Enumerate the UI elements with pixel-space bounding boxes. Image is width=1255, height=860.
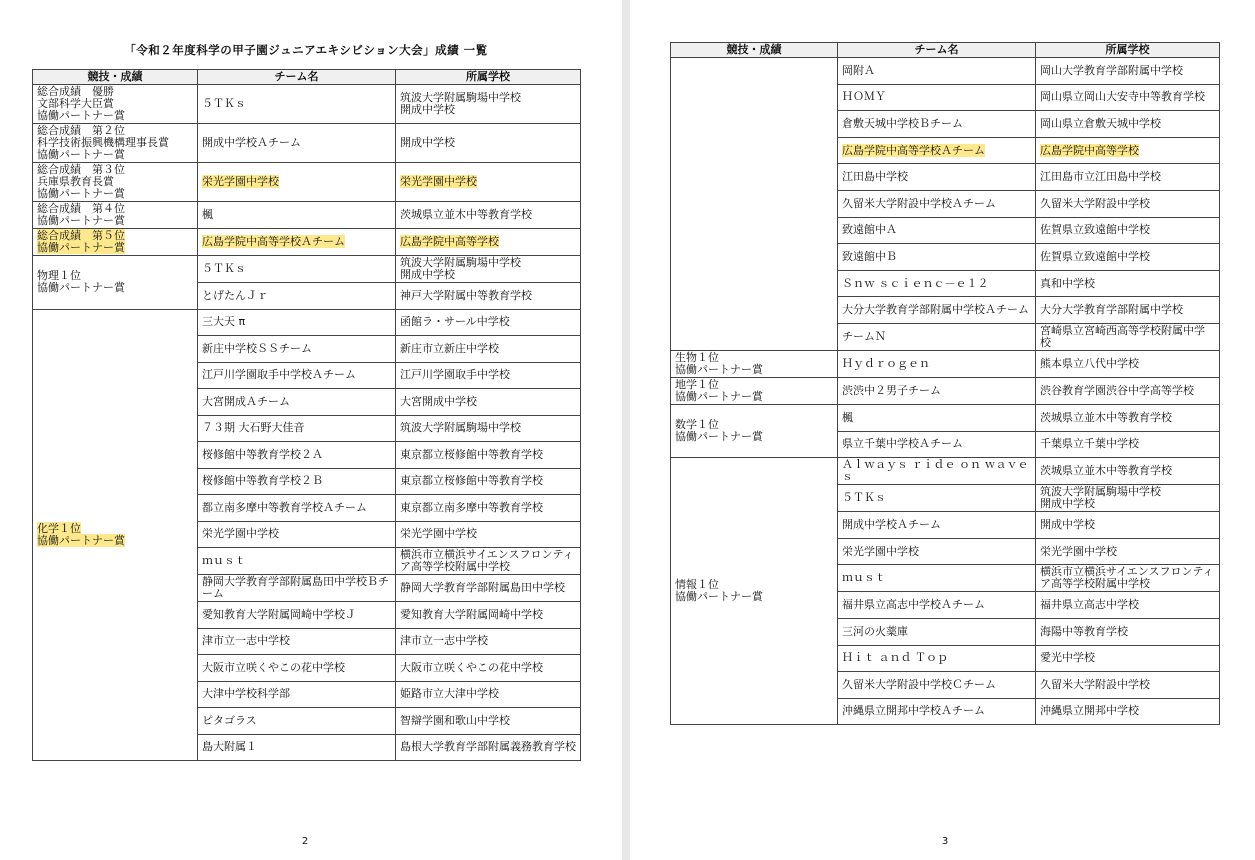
team-name: 沖縄県立開邦中学校Ａチーム xyxy=(842,704,985,718)
team-name: 福井県立高志中学校Ａチーム xyxy=(842,598,985,612)
school-cell xyxy=(1036,645,1220,672)
school-cell xyxy=(396,124,581,163)
team-cell xyxy=(838,538,1036,565)
results-table xyxy=(670,42,1220,725)
team-cell xyxy=(198,336,396,363)
school-cell xyxy=(396,362,581,389)
team-cell xyxy=(838,698,1036,725)
award-label: 総合成績 優勝 文部科学大臣賞 協働パートナー賞 xyxy=(37,85,125,122)
award-label: 数学１位 協働パートナー賞 xyxy=(675,418,763,444)
school-cell xyxy=(396,229,581,256)
school-name: 栄光学園中学校 xyxy=(400,175,477,188)
school-name: 海陽中等教育学校 xyxy=(1040,624,1128,638)
team-cell xyxy=(198,309,396,336)
team-name: 愛知教育大学附属岡崎中学校Ｊ xyxy=(202,607,356,621)
table-row xyxy=(671,404,1220,431)
school-name: 茨城県立並木中等教育学校 xyxy=(1040,410,1172,424)
school-name: 江戸川学園取手中学校 xyxy=(400,368,510,382)
school-name: 姫路市立大津中学校 xyxy=(400,687,499,701)
school-cell xyxy=(1036,297,1220,324)
team-cell xyxy=(838,645,1036,672)
page-number: 3 xyxy=(941,836,949,847)
header-award: 競技・成績 xyxy=(671,43,838,58)
school-cell xyxy=(1036,404,1220,431)
school-name: 久留米大学附設中学校 xyxy=(1040,196,1150,210)
team-name: 致遠館中Ａ xyxy=(842,223,897,237)
award-cell xyxy=(33,229,198,256)
team-cell xyxy=(838,217,1036,244)
table-header-row xyxy=(671,43,1220,58)
team-name: 三河の火薬庫 xyxy=(842,624,908,638)
school-cell xyxy=(396,415,581,442)
team-cell xyxy=(198,415,396,442)
team-name: 致遠館中Ｂ xyxy=(842,249,897,263)
school-name: 筑波大学附属駒場中学校 開成中学校 xyxy=(1040,485,1161,511)
team-name: 県立千葉中学校Ａチーム xyxy=(842,437,963,451)
team-name: 栄光学園中学校 xyxy=(202,527,279,541)
school-name: 愛知教育大学附属岡崎中学校 xyxy=(400,607,543,621)
school-cell xyxy=(1036,244,1220,271)
award-cell xyxy=(671,58,838,351)
team-cell xyxy=(838,111,1036,138)
award-label: 情報１位 協働パートナー賞 xyxy=(675,578,763,604)
award-cell xyxy=(33,256,198,310)
school-name: 岡山大学教育学部附属中学校 xyxy=(1040,63,1183,77)
team-cell xyxy=(198,229,396,256)
team-name: ５ＴＫｓ xyxy=(842,491,886,505)
school-name: 茨城県立並木中等教育学校 xyxy=(1040,464,1172,478)
school-name: 東京都立桜修館中等教育学校 xyxy=(400,474,543,488)
school-cell xyxy=(396,256,581,283)
table-row xyxy=(33,202,581,229)
school-name: 広島学院中高等学校 xyxy=(1040,143,1139,157)
school-name: 東京都立南多摩中等教育学校 xyxy=(400,500,543,514)
team-name: 静岡大学教育学部附属島田中学校Ｂチーム xyxy=(202,575,389,600)
team-name: ５ＴＫｓ xyxy=(202,262,246,275)
school-name: 宮崎県立宮崎西高等学校附属中学校 xyxy=(1040,323,1205,349)
header-team: チーム名 xyxy=(838,43,1036,58)
school-name: 筑波大学附属駒場中学校 xyxy=(400,421,521,435)
school-cell xyxy=(396,655,581,682)
team-name: 桜修館中等教育学校２Ａ xyxy=(202,447,323,461)
team-cell xyxy=(198,521,396,548)
school-name: 佐賀県立致遠館中学校 xyxy=(1040,249,1150,263)
school-name: 横浜市立横浜サイエンスフロンティア高等学校附属中学校 xyxy=(400,548,574,573)
team-cell xyxy=(198,575,396,602)
team-name: とげたんＪｒ xyxy=(202,288,268,302)
school-name: 筑波大学附属駒場中学校 開成中学校 xyxy=(400,256,521,281)
team-name: 楓 xyxy=(842,410,853,424)
team-cell xyxy=(198,602,396,629)
team-name: 津市立一志中学校 xyxy=(202,634,290,648)
results-table xyxy=(32,69,581,761)
document-page-2 xyxy=(0,0,622,860)
school-cell xyxy=(396,548,581,575)
table-row xyxy=(33,309,581,336)
award-label: 物理１位 協働パートナー賞 xyxy=(37,269,125,295)
header-award: 競技・成績 xyxy=(33,70,198,85)
team-cell xyxy=(198,202,396,229)
team-name: 岡附Ａ xyxy=(842,63,875,77)
team-cell xyxy=(838,244,1036,271)
school-cell xyxy=(396,681,581,708)
school-cell xyxy=(396,468,581,495)
school-cell xyxy=(396,734,581,761)
team-name: 栄光学園中学校 xyxy=(202,175,279,188)
school-cell xyxy=(1036,164,1220,191)
table-header-row xyxy=(33,70,581,85)
school-name: 横浜市立横浜サイエンスフロンティア高等学校附属中学校 xyxy=(1040,565,1214,591)
school-name: 東京都立桜修館中等教育学校 xyxy=(400,447,543,461)
school-name: 栄光学園中学校 xyxy=(1040,544,1117,558)
school-cell xyxy=(1036,565,1220,592)
team-name: 新庄中学校ＳＳチーム xyxy=(202,341,312,355)
team-cell xyxy=(198,163,396,202)
school-name: 渋谷教育学園渋谷中学高等学校 xyxy=(1040,383,1194,397)
team-cell xyxy=(838,404,1036,431)
school-name: 千葉県立千葉中学校 xyxy=(1040,437,1139,451)
school-name: 大阪市立咲くやこの花中学校 xyxy=(400,660,543,674)
award-cell xyxy=(671,404,838,457)
school-cell xyxy=(1036,270,1220,297)
team-cell xyxy=(838,190,1036,217)
school-name: 広島学院中高等学校 xyxy=(400,235,499,248)
team-name: ｍｕｓｔ xyxy=(842,571,886,585)
team-cell xyxy=(838,565,1036,592)
award-cell xyxy=(33,309,198,761)
award-cell xyxy=(33,163,198,202)
school-name: 新庄市立新庄中学校 xyxy=(400,341,499,355)
team-name: 久留米大学附設中学校Ａチーム xyxy=(842,196,996,210)
award-cell xyxy=(33,85,198,124)
table-row xyxy=(33,85,581,124)
team-cell xyxy=(198,548,396,575)
award-label: 地学１位 協働パートナー賞 xyxy=(675,377,763,403)
school-cell xyxy=(396,442,581,469)
team-name: Ａｌｗａｙｓ ｒｉｄｅ ｏｎ ｗａｖｅｓ xyxy=(842,458,1029,484)
team-name: 大分大学教育学部附属中学校Ａチーム xyxy=(842,303,1029,317)
team-cell xyxy=(838,297,1036,324)
award-label: 化学１位 協働パートナー賞 xyxy=(37,521,125,547)
team-cell xyxy=(198,442,396,469)
team-name: 三大天 π xyxy=(202,315,246,329)
school-name: 岡山県立倉敷天城中学校 xyxy=(1040,116,1161,130)
team-name: 桜修館中等教育学校２Ｂ xyxy=(202,474,323,488)
school-cell xyxy=(396,602,581,629)
school-name: 愛光中学校 xyxy=(1040,651,1095,665)
team-cell xyxy=(838,58,1036,85)
team-cell xyxy=(198,628,396,655)
school-name: 大分大学教育学部附属中学校 xyxy=(1040,303,1183,317)
team-cell xyxy=(198,256,396,283)
team-cell xyxy=(838,323,1036,350)
table-row xyxy=(33,229,581,256)
school-name: 茨城県立並木中等教育学校 xyxy=(400,208,532,221)
school-name: 津市立一志中学校 xyxy=(400,634,488,648)
team-cell xyxy=(198,283,396,310)
team-cell xyxy=(838,431,1036,458)
school-cell xyxy=(1036,190,1220,217)
team-cell xyxy=(198,362,396,389)
team-cell xyxy=(198,124,396,163)
school-cell xyxy=(1036,538,1220,565)
team-cell xyxy=(838,592,1036,619)
school-cell xyxy=(1036,58,1220,85)
school-cell xyxy=(1036,323,1220,350)
team-name: 大津中学校科学部 xyxy=(202,687,290,701)
team-name: 倉敷天城中学校Ｂチーム xyxy=(842,116,963,130)
team-cell xyxy=(198,85,396,124)
school-name: 函館ラ・サール中学校 xyxy=(400,315,510,329)
team-cell xyxy=(838,618,1036,645)
award-cell xyxy=(671,350,838,377)
award-label: 総合成績 第４位 協働パートナー賞 xyxy=(37,202,125,227)
team-name: 島大附属１ xyxy=(202,740,257,754)
school-cell xyxy=(396,85,581,124)
school-cell xyxy=(1036,217,1220,244)
school-name: 神戸大学附属中等教育学校 xyxy=(400,288,532,302)
team-cell xyxy=(838,672,1036,699)
team-cell xyxy=(838,377,1036,404)
school-cell xyxy=(1036,672,1220,699)
school-cell xyxy=(1036,592,1220,619)
document-page-3 xyxy=(630,0,1255,860)
team-name: 開成中学校Ａチーム xyxy=(202,136,301,149)
table-row xyxy=(671,458,1220,485)
school-name: 福井県立高志中学校 xyxy=(1040,598,1139,612)
school-cell xyxy=(1036,618,1220,645)
team-name: 楓 xyxy=(202,208,213,221)
team-name: Ｈｙｄｒｏｇｅｎ xyxy=(842,356,930,370)
award-cell xyxy=(33,124,198,163)
award-cell xyxy=(671,458,838,725)
team-cell xyxy=(838,485,1036,512)
school-cell xyxy=(1036,431,1220,458)
table-row xyxy=(33,124,581,163)
award-cell xyxy=(671,377,838,404)
award-label: 総合成績 第３位 兵庫県教育長賞 協働パートナー賞 xyxy=(37,163,125,200)
school-cell xyxy=(1036,698,1220,725)
team-name: 広島学院中高等学校Ａチーム xyxy=(202,235,345,248)
table-row xyxy=(671,58,1220,85)
school-cell xyxy=(1036,350,1220,377)
team-name: 久留米大学附設中学校Ｃチーム xyxy=(842,677,996,691)
school-cell xyxy=(1036,458,1220,485)
school-name: 岡山県立岡山大安寺中等教育学校 xyxy=(1040,90,1205,104)
team-name: チームＮ xyxy=(842,329,886,343)
team-cell xyxy=(198,734,396,761)
team-cell xyxy=(838,84,1036,111)
team-cell xyxy=(838,512,1036,539)
team-name: 都立南多摩中等教育学校Ａチーム xyxy=(202,500,367,514)
school-cell xyxy=(396,708,581,735)
school-cell xyxy=(396,283,581,310)
team-name: 江戸川学園取手中学校Ａチーム xyxy=(202,368,356,382)
team-name: ５ＴＫｓ xyxy=(202,97,246,110)
team-cell xyxy=(838,350,1036,377)
school-name: 開成中学校 xyxy=(1040,517,1095,531)
school-cell xyxy=(396,575,581,602)
team-name: 渋渋中２男子チーム xyxy=(842,383,941,397)
school-cell xyxy=(1036,137,1220,164)
page-number: 2 xyxy=(301,836,309,847)
school-cell xyxy=(396,163,581,202)
school-cell xyxy=(1036,485,1220,512)
school-name: 開成中学校 xyxy=(400,136,455,149)
team-name: 大阪市立咲くやこの花中学校 xyxy=(202,660,345,674)
school-name: 筑波大学附属駒場中学校 開成中学校 xyxy=(400,91,521,116)
team-cell xyxy=(198,389,396,416)
header-school: 所属学校 xyxy=(396,70,581,85)
award-cell xyxy=(33,202,198,229)
team-name: Ｓｎｗ ｓｃｉｅｎｃ－ｅ１２ xyxy=(842,276,989,290)
header-team: チーム名 xyxy=(198,70,396,85)
award-label: 生物１位 協働パートナー賞 xyxy=(675,350,763,376)
school-name: 静岡大学教育学部附属島田中学校 xyxy=(400,581,565,594)
team-cell xyxy=(198,655,396,682)
school-name: 智辯学園和歌山中学校 xyxy=(400,713,510,727)
team-name: Ｈｉｔ ａｎｄ Ｔｏｐ xyxy=(842,651,948,665)
school-cell xyxy=(396,628,581,655)
team-name: 江田島中学校 xyxy=(842,170,908,184)
award-label: 総合成績 第５位 協働パートナー賞 xyxy=(37,229,125,254)
team-name: 広島学院中高等学校Ａチーム xyxy=(842,143,985,157)
school-name: 熊本県立八代中学校 xyxy=(1040,356,1139,370)
school-cell xyxy=(1036,84,1220,111)
award-label: 総合成績 第２位 科学技術振興機構理事長賞 協働パートナー賞 xyxy=(37,124,169,161)
school-cell xyxy=(396,389,581,416)
school-name: 沖縄県立開邦中学校 xyxy=(1040,704,1139,718)
school-cell xyxy=(396,336,581,363)
table-row xyxy=(671,377,1220,404)
team-cell xyxy=(838,164,1036,191)
team-cell xyxy=(838,458,1036,485)
school-cell xyxy=(396,202,581,229)
team-name: ＨＯＭＹ xyxy=(842,90,886,104)
team-name: ｍｕｓｔ xyxy=(202,554,246,567)
table-row xyxy=(671,350,1220,377)
team-cell xyxy=(838,137,1036,164)
school-name: 島根大学教育学部附属義務教育学校 xyxy=(400,740,576,754)
team-name: ７３期 大石野大佳音 xyxy=(202,421,305,435)
school-name: 大宮開成中学校 xyxy=(400,394,477,408)
school-name: 栄光学園中学校 xyxy=(400,527,477,541)
school-cell xyxy=(1036,512,1220,539)
table-row xyxy=(33,256,581,283)
school-name: 佐賀県立致遠館中学校 xyxy=(1040,223,1150,237)
school-cell xyxy=(1036,377,1220,404)
team-cell xyxy=(198,468,396,495)
team-cell xyxy=(838,270,1036,297)
team-cell xyxy=(198,708,396,735)
school-name: 久留米大学附設中学校 xyxy=(1040,677,1150,691)
team-name: 大宮開成Ａチーム xyxy=(202,394,290,408)
school-name: 真和中学校 xyxy=(1040,276,1095,290)
team-cell xyxy=(198,495,396,522)
document-title: 「令和２年度科学の甲子園ジュニアエキシビション大会」成績 一覧 xyxy=(124,43,488,57)
school-name: 江田島市立江田島中学校 xyxy=(1040,170,1161,184)
school-cell xyxy=(396,309,581,336)
team-name: 開成中学校Ａチーム xyxy=(842,517,941,531)
school-cell xyxy=(396,495,581,522)
header-school: 所属学校 xyxy=(1036,43,1220,58)
team-cell xyxy=(198,681,396,708)
team-name: ピタゴラス xyxy=(202,713,257,727)
table-row xyxy=(33,163,581,202)
school-cell xyxy=(1036,111,1220,138)
school-cell xyxy=(396,521,581,548)
team-name: 栄光学園中学校 xyxy=(842,544,919,558)
